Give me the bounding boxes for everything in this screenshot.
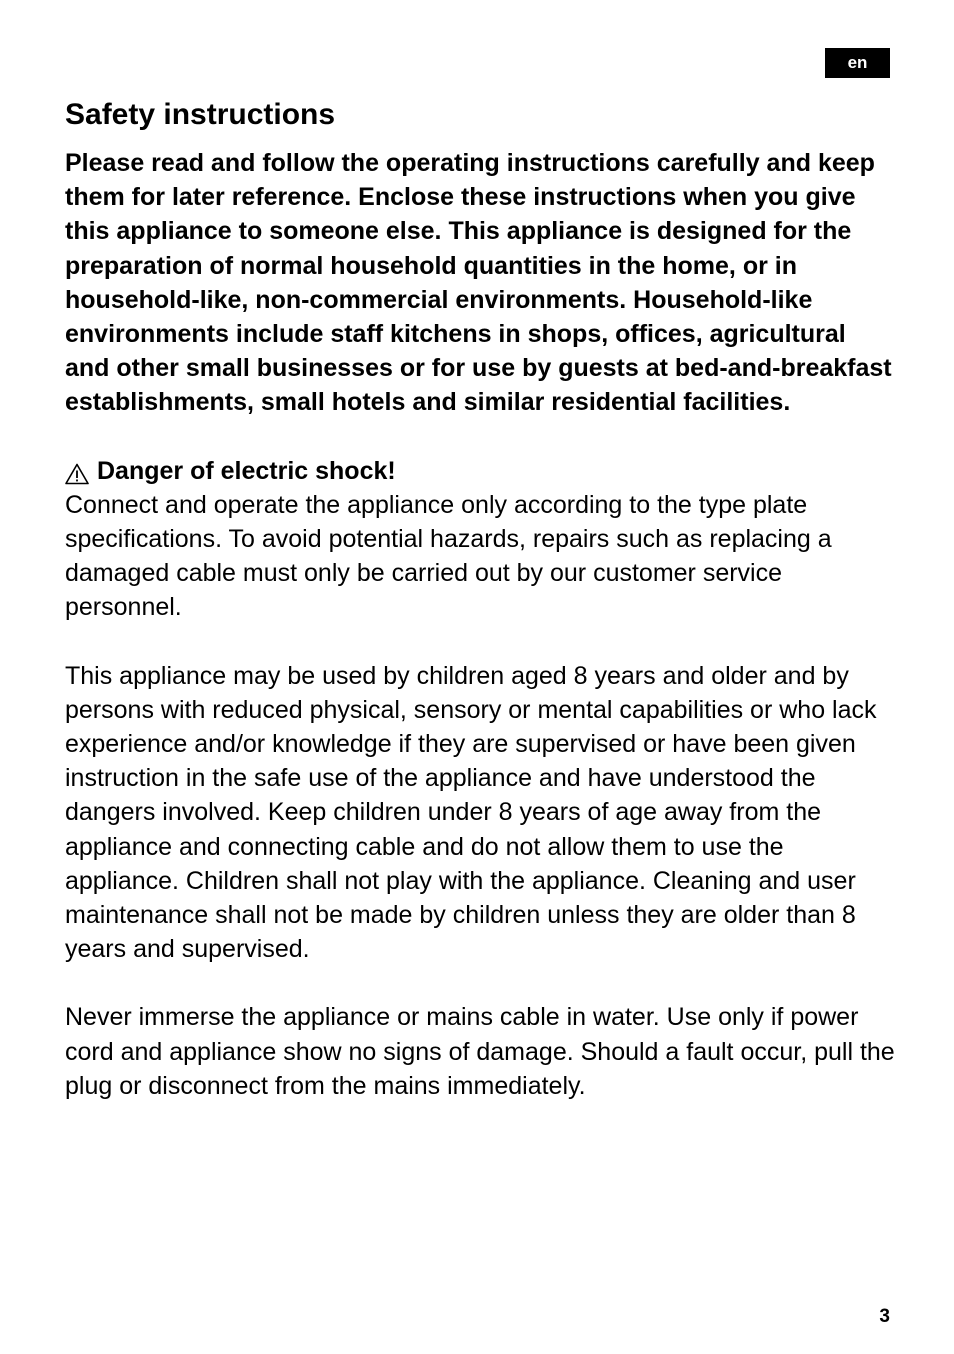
paragraph-children: This appliance may be used by children aged 8 years and older and by persons with reduced physical, sensory or mental capabilities or who lack experience and/or knowledge if they are supervised or have been given instruction in the safe use of the appliance and have understood the dangers involved. Keep children under 8 years of age away from the appliance and connecting cable and do not allow them to use the appliance. Children shall not play with the appliance. Cleaning and user maintenance shall not be made by children unless they are older than 8 years and supervised. [65, 661, 877, 964]
language-badge: en [825, 48, 890, 78]
warning-heading-text: Danger of electric shock! [97, 456, 396, 485]
page-number: 3 [879, 1306, 890, 1327]
paragraph-electric-shock: Connect and operate the appliance only according to the type plate specifications. To avoid potential hazards, repairs such as replacing a damaged cable must only be carried out by our customer service personnel. [65, 490, 832, 622]
warning-triangle-icon [65, 460, 89, 482]
intro-paragraph: Please read and follow the operating instructions carefully and keep them for later reference. Enclose these instructions when you give this appliance to someone else. This appliance is designed for the preparation of normal household quantities in the home, or in household-like, non-commercial environments. Household-like environments include staff kitchens in shops, offices, agricultural and other small businesses or for use by guests at bed-and-breakfast establishments, small hotels and similar residential facilities. [65, 149, 892, 417]
page-title: Safety instructions [65, 98, 336, 131]
warning-heading [65, 454, 895, 488]
document-body [65, 96, 895, 1103]
paragraph-water: Never immerse the appliance or mains cable in water. Use only if power cord and appliance show no signs of damage. Should a fault occur, pull the plug or disconnect from the mains immediately. [65, 1003, 895, 1100]
